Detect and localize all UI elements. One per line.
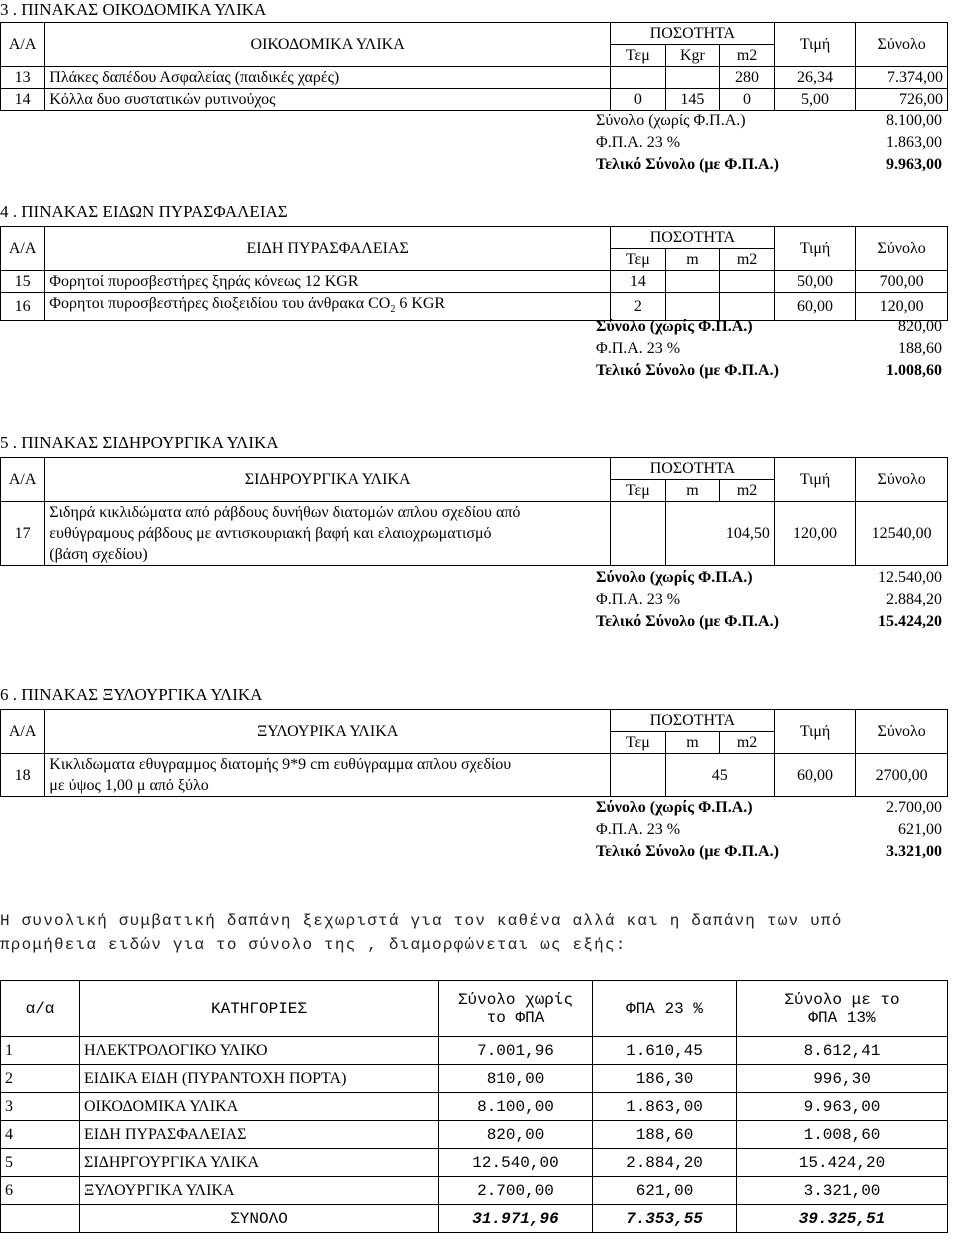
- table-row: 5 ΣΙΔΗΡΓΟΥΡΓΙΚΑ ΥΛΙΚΑ 12.540,00 2.884,20 15.424,20: [1, 1149, 948, 1177]
- col-m-header: m: [665, 249, 720, 271]
- final-total-label: Τελικό Σύνολο (με Φ.Π.Α.): [596, 362, 779, 379]
- table-row: 18 Κικλιδωματα εθυγραμμος διατομής 9*9 cm ευθύγραμμα απλου σχεδίου με ύψος 1,00 μ από ξύλο 45 60,00 2700,00: [1, 754, 948, 797]
- subtotal-label: Σύνολο (χωρίς Φ.Π.Α.): [596, 318, 753, 335]
- col-category-header: ΚΑΤΗΓΟΡΙΕΣ: [80, 981, 439, 1037]
- grand-total-label: ΣΥΝΟΛΟ: [80, 1205, 439, 1233]
- final-total-value: 15.424,20: [878, 613, 942, 630]
- vat-label: Φ.Π.Α. 23 %: [596, 340, 681, 357]
- col-tem-header: Τεμ: [611, 45, 666, 67]
- section-6-summary: [596, 799, 942, 865]
- subtotal-value: 12.540,00: [878, 569, 942, 586]
- col-m2-header: m2: [720, 45, 775, 67]
- table-row: 13 Πλάκες δαπέδου Ασφαλείας (παιδικές χαρές) 280 26,34 7.374,00: [1, 67, 948, 89]
- col-price-header: Τιμή: [774, 23, 855, 67]
- col-m2-header: m2: [720, 480, 775, 502]
- summary-table: [0, 980, 948, 1233]
- table-row: 17 Σιδηρά κικλιδώματα από ράβδους δυνήθων διατομών απλου σχεδίου από ευθύγραμους ράβδους με αντισκουριακή βαφή και ελαιοχρωματισμό (βάση σχεδίου) 104,50 120,00 12540,00: [1, 502, 948, 566]
- col-net-header: Σύνολο χωρίς το ΦΠΑ: [439, 981, 593, 1037]
- final-total-label: Τελικό Σύνολο (με Φ.Π.Α.): [596, 843, 779, 860]
- subtotal-label: Σύνολο (χωρίς Φ.Π.Α.): [596, 112, 746, 129]
- col-qty-header: ΠΟΣΟΤΗΤΑ: [611, 458, 775, 480]
- col-desc-header: ΕΙΔΗ ΠΥΡΑΣΦΑΛΕΙΑΣ: [45, 227, 611, 271]
- col-desc-header: ΣΙΔΗΡΟΥΡΓΙΚΑ ΥΛΙΚΑ: [45, 458, 611, 502]
- grand-total-gross: 39.325,51: [737, 1205, 948, 1233]
- col-m2-header: m2: [720, 732, 775, 754]
- col-total-header: Σύνολο: [856, 458, 948, 502]
- final-total-label: Τελικό Σύνολο (με Φ.Π.Α.): [596, 613, 779, 630]
- col-aa-header: Α/Α: [1, 458, 45, 502]
- col-gross-header: Σύνολο με το ΦΠΑ 13%: [737, 981, 948, 1037]
- col-qty-header: ΠΟΣΟΤΗΤΑ: [611, 23, 775, 45]
- table-row: 2 ΕΙΔΙΚΑ ΕΙΔΗ (ΠΥΡΑΝΤΟΧΗ ΠΟΡΤΑ) 810,00 186,30 996,30: [1, 1065, 948, 1093]
- col-total-header: Σύνολο: [856, 227, 948, 271]
- table-row: 6 ΞΥΛΟΥΡΓΙΚΑ ΥΛΙΚΑ 2.700,00 621,00 3.321,00: [1, 1177, 948, 1205]
- section-6-table: [0, 709, 948, 797]
- vat-label: Φ.Π.Α. 23 %: [596, 134, 681, 151]
- table-row: 15 Φορητοί πυροσβεστήρες ξηράς κόνεως 12 KGR 14 50,00 700,00: [1, 271, 948, 293]
- col-qty-header: ΠΟΣΟΤΗΤΑ: [611, 710, 775, 732]
- col-desc-header: ΟΙΚΟΔΟΜΙΚΑ ΥΛΙΚΑ: [45, 23, 611, 67]
- col-price-header: Τιμή: [774, 458, 855, 502]
- table-row: 1 ΗΛΕΚΤΡΟΛΟΓΙΚΟ ΥΛΙΚΟ 7.001,96 1.610,45 8.612,41: [1, 1037, 948, 1065]
- subtotal-label: Σύνολο (χωρίς Φ.Π.Α.): [596, 799, 753, 816]
- table-row: 3 ΟΙΚΟΔΟΜΙΚΑ ΥΛΙΚΑ 8.100,00 1.863,00 9.963,00: [1, 1093, 948, 1121]
- subtotal-label: Σύνολο (χωρίς Φ.Π.Α.): [596, 569, 753, 586]
- col-vat-header: ΦΠΑ 23 %: [593, 981, 737, 1037]
- table-row: 4 ΕΙΔΗ ΠΥΡΑΣΦΑΛΕΙΑΣ 820,00 188,60 1.008,60: [1, 1121, 948, 1149]
- section-5-table: [0, 457, 948, 566]
- vat-label: Φ.Π.Α. 23 %: [596, 591, 681, 608]
- col-total-header: Σύνολο: [856, 23, 948, 67]
- col-qty-header: ΠΟΣΟΤΗΤΑ: [611, 227, 775, 249]
- section-4-title: 4 . ΠΙΝΑΚΑΣ ΕΙΔΩΝ ΠΥΡΑΣΦΑΛΕΙΑΣ: [0, 202, 288, 221]
- col-total-header: Σύνολο: [856, 710, 948, 754]
- section-3-table: [0, 22, 948, 111]
- summary-intro-line-1: Η συνολική συμβατική δαπάνη ξεχωριστά για τον καθένα αλλά και η δαπάνη των υπό: [0, 912, 843, 930]
- subtotal-value: 2.700,00: [886, 799, 942, 816]
- col-aa-header: Α/Α: [1, 227, 45, 271]
- col-price-header: Τιμή: [774, 710, 855, 754]
- vat-label: Φ.Π.Α. 23 %: [596, 821, 681, 838]
- col-aa-header: Α/Α: [1, 23, 45, 67]
- section-4-summary: [596, 318, 942, 384]
- grand-total-row: [1, 1205, 948, 1233]
- col-aa-header: α/α: [1, 981, 80, 1037]
- vat-value: 621,00: [898, 821, 942, 838]
- table-row: 16 Φορητοι πυροσβεστήρες διοξειδίου του άνθρακα $CO_2$ 6 KGR 2 60,00 120,00: [1, 293, 948, 321]
- col-m2-header: m2: [720, 249, 775, 271]
- final-total-value: 3.321,00: [886, 843, 942, 860]
- col-price-header: Τιμή: [774, 227, 855, 271]
- section-3-title: 3 . ΠΙΝΑΚΑΣ ΟΙΚΟΔΟΜΙΚΑ ΥΛΙΚΑ: [0, 0, 267, 19]
- vat-value: 1.863,00: [886, 134, 942, 151]
- final-total-value: 1.008,60: [886, 362, 942, 379]
- table-row: 14 Κόλλα δυο συστατικών ρυτινούχος 0 145 0 5,00 726,00: [1, 89, 948, 111]
- final-total-value: 9.963,00: [886, 156, 942, 173]
- col-tem-header: Τεμ: [611, 480, 666, 502]
- grand-total-net: 31.971,96: [439, 1205, 593, 1233]
- section-4-table: [0, 226, 948, 321]
- col-kgr-header: Kgr: [665, 45, 720, 67]
- vat-value: 188,60: [898, 340, 942, 357]
- section-5-title: 5 . ΠΙΝΑΚΑΣ ΣΙΔΗΡΟΥΡΓΙΚΑ ΥΛΙΚΑ: [0, 433, 279, 452]
- final-total-label: Τελικό Σύνολο (με Φ.Π.Α.): [596, 156, 779, 173]
- col-desc-header: ΞΥΛΟΥΡΙΚΑ ΥΛΙΚΑ: [45, 710, 611, 754]
- col-tem-header: Τεμ: [611, 249, 666, 271]
- col-m-header: m: [665, 480, 720, 502]
- col-m-header: m: [665, 732, 720, 754]
- section-5-summary: [596, 569, 942, 635]
- vat-value: 2.884,20: [886, 591, 942, 608]
- section-6-title: 6 . ΠΙΝΑΚΑΣ ΞΥΛΟΥΡΓΙΚΑ ΥΛΙΚΑ: [0, 685, 263, 704]
- col-tem-header: Τεμ: [611, 732, 666, 754]
- col-aa-header: Α/Α: [1, 710, 45, 754]
- subtotal-value: 8.100,00: [886, 112, 942, 129]
- section-3-summary: [596, 112, 942, 178]
- subtotal-value: 820,00: [898, 318, 942, 335]
- summary-intro-line-2: προμήθεια ειδών για το σύνολο της , διαμορφώνεται ως εξής:: [0, 936, 627, 954]
- grand-total-vat: 7.353,55: [593, 1205, 737, 1233]
